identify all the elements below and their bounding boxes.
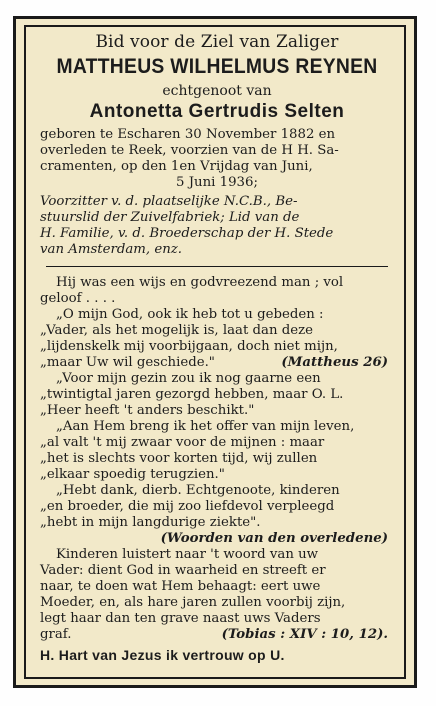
spouse-name: Antonetta Gertrudis Selten [89, 101, 345, 122]
text-line: geloof . . . . [40, 291, 116, 306]
attribution: (Woorden van den overledene) [160, 531, 388, 546]
prayer-line: Bid voor de Ziel van Zaliger [95, 32, 339, 52]
functions [40, 194, 394, 258]
text-line [40, 627, 394, 643]
bio-line: overleden te Reek, voorzien van de H H. Sa- [40, 143, 339, 158]
text-line: „O mijn God, ook ik heb tot u gebeden : [56, 307, 324, 322]
text-line: Kinderen luistert naar 't woord van uw [56, 547, 319, 562]
memorial-card [13, 16, 417, 688]
function-line: van Amsterdam, enz. [40, 242, 183, 257]
biography [40, 127, 394, 191]
text-line: „het is slechts voor korten tijd, wij zullen [40, 451, 318, 466]
text-line: „twintigtal jaren gezorgd hebben, maar O. L. [40, 387, 344, 402]
text-line: „Aan Hem breng ik het offer van mijn leven, [56, 419, 355, 434]
bio-line: geboren te Escharen 30 November 1882 en [40, 127, 336, 142]
text-line: Hij was een wijs en godvreezend man ; vol [56, 275, 344, 290]
text-line: Vader: dient God in waarheid en streeft er [40, 563, 326, 578]
text-line: „al valt 't mij zwaar voor de mijnen : maar [40, 435, 325, 450]
text-line: Moeder, en, als hare jaren zullen voorbij zijn, [40, 595, 346, 610]
text-line: naar, te doen wat Hem behaagt: eert uwe [40, 579, 321, 594]
bio-line: 5 Juni 1936; [176, 175, 258, 190]
spouse-label: echtgenoot van [162, 83, 272, 99]
text-line: „Hebt dank, dierb. Echtgenoote, kinderen [56, 483, 340, 498]
deceased-name: MATTHEUS WILHELMUS REYNEN [56, 55, 378, 78]
text-end: graf. [40, 627, 72, 642]
memorial-text [40, 275, 394, 643]
text-line: „Voor mijn gezin zou ik nog gaarne een [56, 371, 321, 386]
quote-text: „maar Uw wil geschiede." [40, 355, 215, 370]
closing-prayer: H. Hart van Jezus ik vertrouw op U. [40, 647, 285, 663]
bio-line: cramenten, op den 1en Vrijdag van Juni, [40, 159, 313, 174]
text-line: „Heer heeft 't anders beschikt." [40, 403, 255, 418]
divider [46, 266, 388, 267]
text-line [40, 355, 394, 371]
text-line: „lijdenskelk mij voorbijgaan, doch niet mijn, [40, 339, 338, 354]
scripture-reference: (Mattheus 26) [281, 355, 388, 370]
text-line: „elkaar spoedig terugzien." [40, 467, 225, 482]
scripture-reference: (Tobias : XIV : 10, 12). [221, 627, 388, 642]
text-line: „hebt in mijn langdurige ziekte". [40, 515, 261, 530]
text-line: legt haar dan ten grave naast uws Vaders [40, 611, 321, 626]
function-line: Voorzitter v. d. plaatselijke N.C.B., Be- [40, 194, 298, 209]
text-line: „Vader, als het mogelijk is, laat dan deze [40, 323, 314, 338]
memorial-card-border [24, 25, 406, 679]
function-line: stuurslid der Zuivelfabriek; Lid van de [40, 210, 300, 225]
text-line: „en broeder, die mij zoo liefdevol verpleegd [40, 499, 335, 514]
function-line: H. Familie, v. d. Broederschap der H. Stede [40, 226, 334, 241]
